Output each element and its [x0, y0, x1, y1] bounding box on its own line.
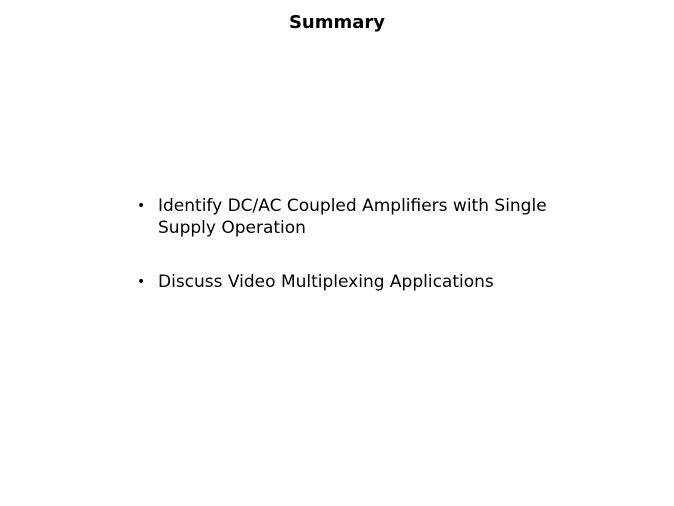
bullet-text: Identify DC/AC Coupled Amplifiers with Single Supply Operation [158, 196, 547, 238]
bullet-icon: • [137, 198, 146, 214]
bullet-text: Discuss Video Multiplexing Applications [158, 272, 494, 292]
bullet-item [137, 195, 557, 239]
bullet-item [137, 271, 557, 293]
bullet-icon: • [137, 274, 146, 290]
slide-title: Summary [288, 12, 386, 33]
bullet-list [137, 195, 557, 293]
